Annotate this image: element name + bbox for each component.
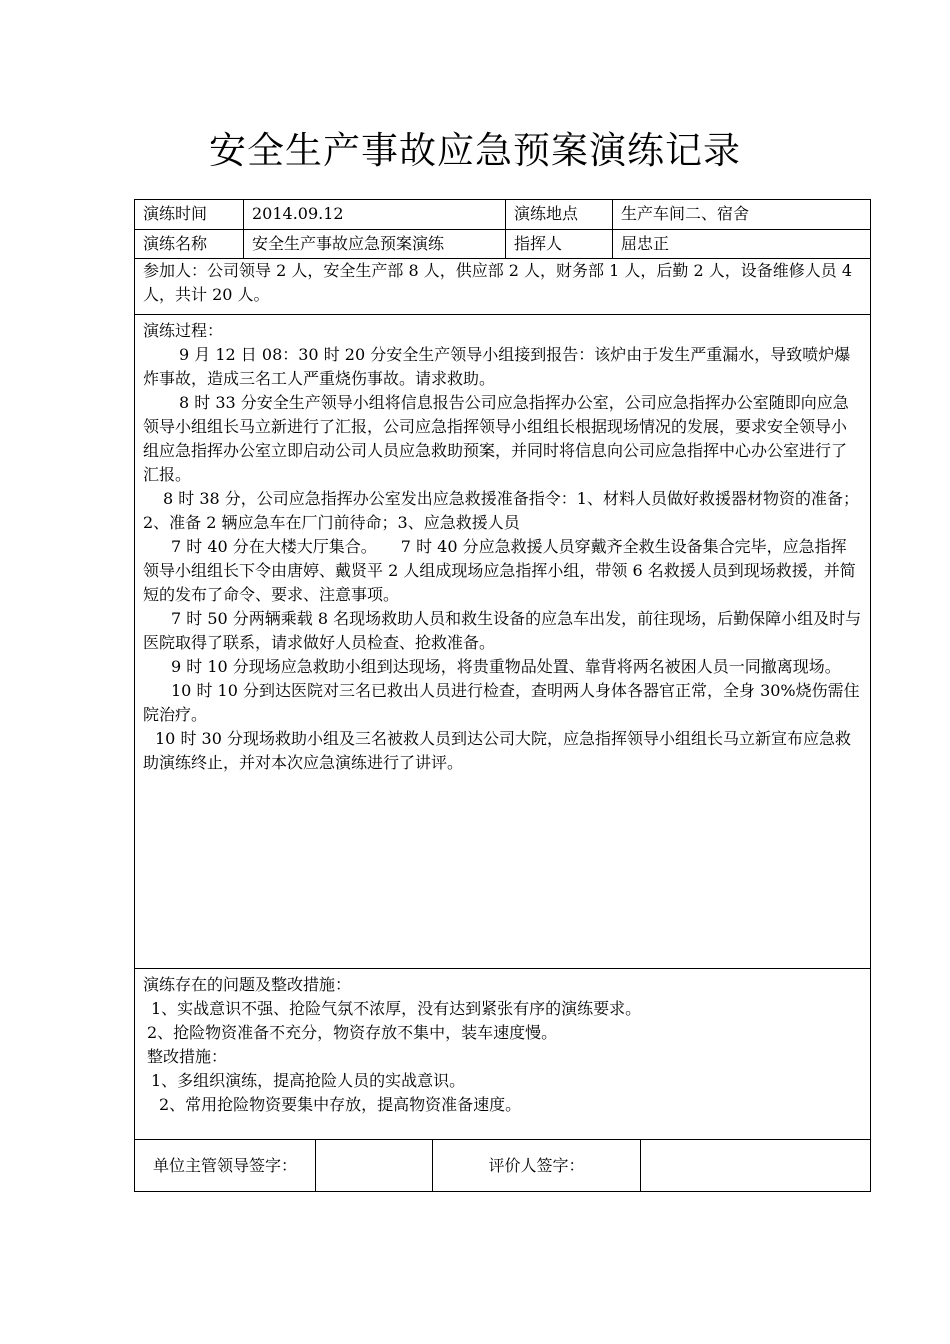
drill-record-table bbox=[134, 199, 871, 1192]
process-paragraph: 9 时 10 分现场应急救助小组到达现场，将贵重物品处置、靠背将两名被困人员一同撤离现场。 bbox=[171, 657, 841, 676]
rectification-line: 1、多组织演练，提高抢险人员的实战意识。 bbox=[151, 1071, 466, 1090]
process-paragraph: 10 时 10 分到达医院对三名已救出人员进行检查，查明两人身体各器官正常，全身 30%烧伤需住院治疗。 bbox=[143, 681, 860, 724]
process-section bbox=[135, 315, 870, 968]
process-paragraph: 7 时 50 分两辆乘载 8 名现场救助人员和救生设备的应急车出发，前往现场，后勤保障小组及时与医院取得了联系，请求做好人员检查、抢救准备。 bbox=[143, 609, 862, 652]
commander-label: 指挥人 bbox=[506, 230, 613, 258]
participants: 参加人：公司领导 2 人，安全生产部 8 人，供应部 2 人，财务部 1 人，后勤 2 人，设备维修人员 4 人，共计 20 人。 bbox=[143, 261, 853, 304]
place-value: 生产车间二、宿舍 bbox=[621, 204, 750, 223]
row-signatures bbox=[134, 1139, 871, 1192]
process-paragraph: 9 月 12 日 08：30 时 20 分安全生产领导小组接到报告：该炉由于发生严重漏水，导致喷炉爆炸事故，造成三名工人严重烧伤事故。请求救助。 bbox=[143, 345, 851, 388]
process-paragraph: 7 时 40 分在大楼大厅集合。 7 时 40 分应急救援人员穿戴齐全救生设备集合完毕，应急指挥领导小组组长下令由唐婷、戴贤平 2 人组成现场应急指挥小组，带领 6 名救援人员到现场救援，并简短的发布了命令、要求、注意事项。 bbox=[143, 537, 856, 604]
evaluator-signature-label: 评价人签字： bbox=[433, 1140, 641, 1191]
name-label: 演练名称 bbox=[135, 230, 244, 258]
row-time-place bbox=[134, 199, 871, 229]
time-value: 2014.09.12 bbox=[244, 200, 506, 229]
name-value: 安全生产事故应急预案演练 bbox=[244, 230, 506, 258]
leader-signature-label: 单位主管领导签字： bbox=[135, 1140, 316, 1191]
issues-section bbox=[135, 969, 870, 1139]
rectification-line: 2、常用抢险物资要集中存放，提高物资准备速度。 bbox=[159, 1095, 522, 1114]
time-label: 演练时间 bbox=[135, 200, 244, 229]
commander-value: 屈忠正 bbox=[621, 234, 670, 253]
place-label: 演练地点 bbox=[506, 200, 613, 229]
process-paragraph: 8 时 38 分，公司应急指挥办公室发出应急救援准备指令：1、材料人员做好救援器材物资的准备；2、准备 2 辆应急车在厂门前待命；3、应急救援人员 bbox=[143, 489, 859, 532]
process-paragraph: 8 时 33 分安全生产领导小组将信息报告公司应急指挥办公室，公司应急指挥办公室随即向应急领导小组组长马立新进行了汇报，公司应急指挥领导小组组长根据现场情况的发展，要求安全领导小组应急指挥办公室立即启动公司人员应急救助预案，并同时将信息向公司应急指挥中心办公室进行了汇报。 bbox=[143, 393, 849, 484]
issues-heading: 演练存在的问题及整改措施： bbox=[143, 975, 352, 994]
row-name-commander bbox=[134, 229, 871, 258]
row-participants bbox=[134, 258, 871, 314]
leader-signature-field[interactable] bbox=[316, 1140, 433, 1191]
issue-line: 2、抢险物资准备不充分，物资存放不集中，装车速度慢。 bbox=[147, 1023, 558, 1042]
process-heading: 演练过程： bbox=[143, 321, 224, 340]
process-paragraph: 10 时 30 分现场救助小组及三名被救人员到达公司大院，应急指挥领导小组组长马立新宣布应急救助演练终止，并对本次应急演练进行了讲评。 bbox=[143, 729, 851, 772]
rectification-heading: 整改措施： bbox=[147, 1047, 228, 1066]
issue-line: 1、实战意识不强、抢险气氛不浓厚，没有达到紧张有序的演练要求。 bbox=[151, 999, 642, 1018]
row-issues bbox=[134, 968, 871, 1139]
row-process bbox=[134, 314, 871, 968]
page-title: 安全生产事故应急预案演练记录 bbox=[209, 129, 741, 172]
evaluator-signature-field[interactable] bbox=[641, 1140, 870, 1191]
